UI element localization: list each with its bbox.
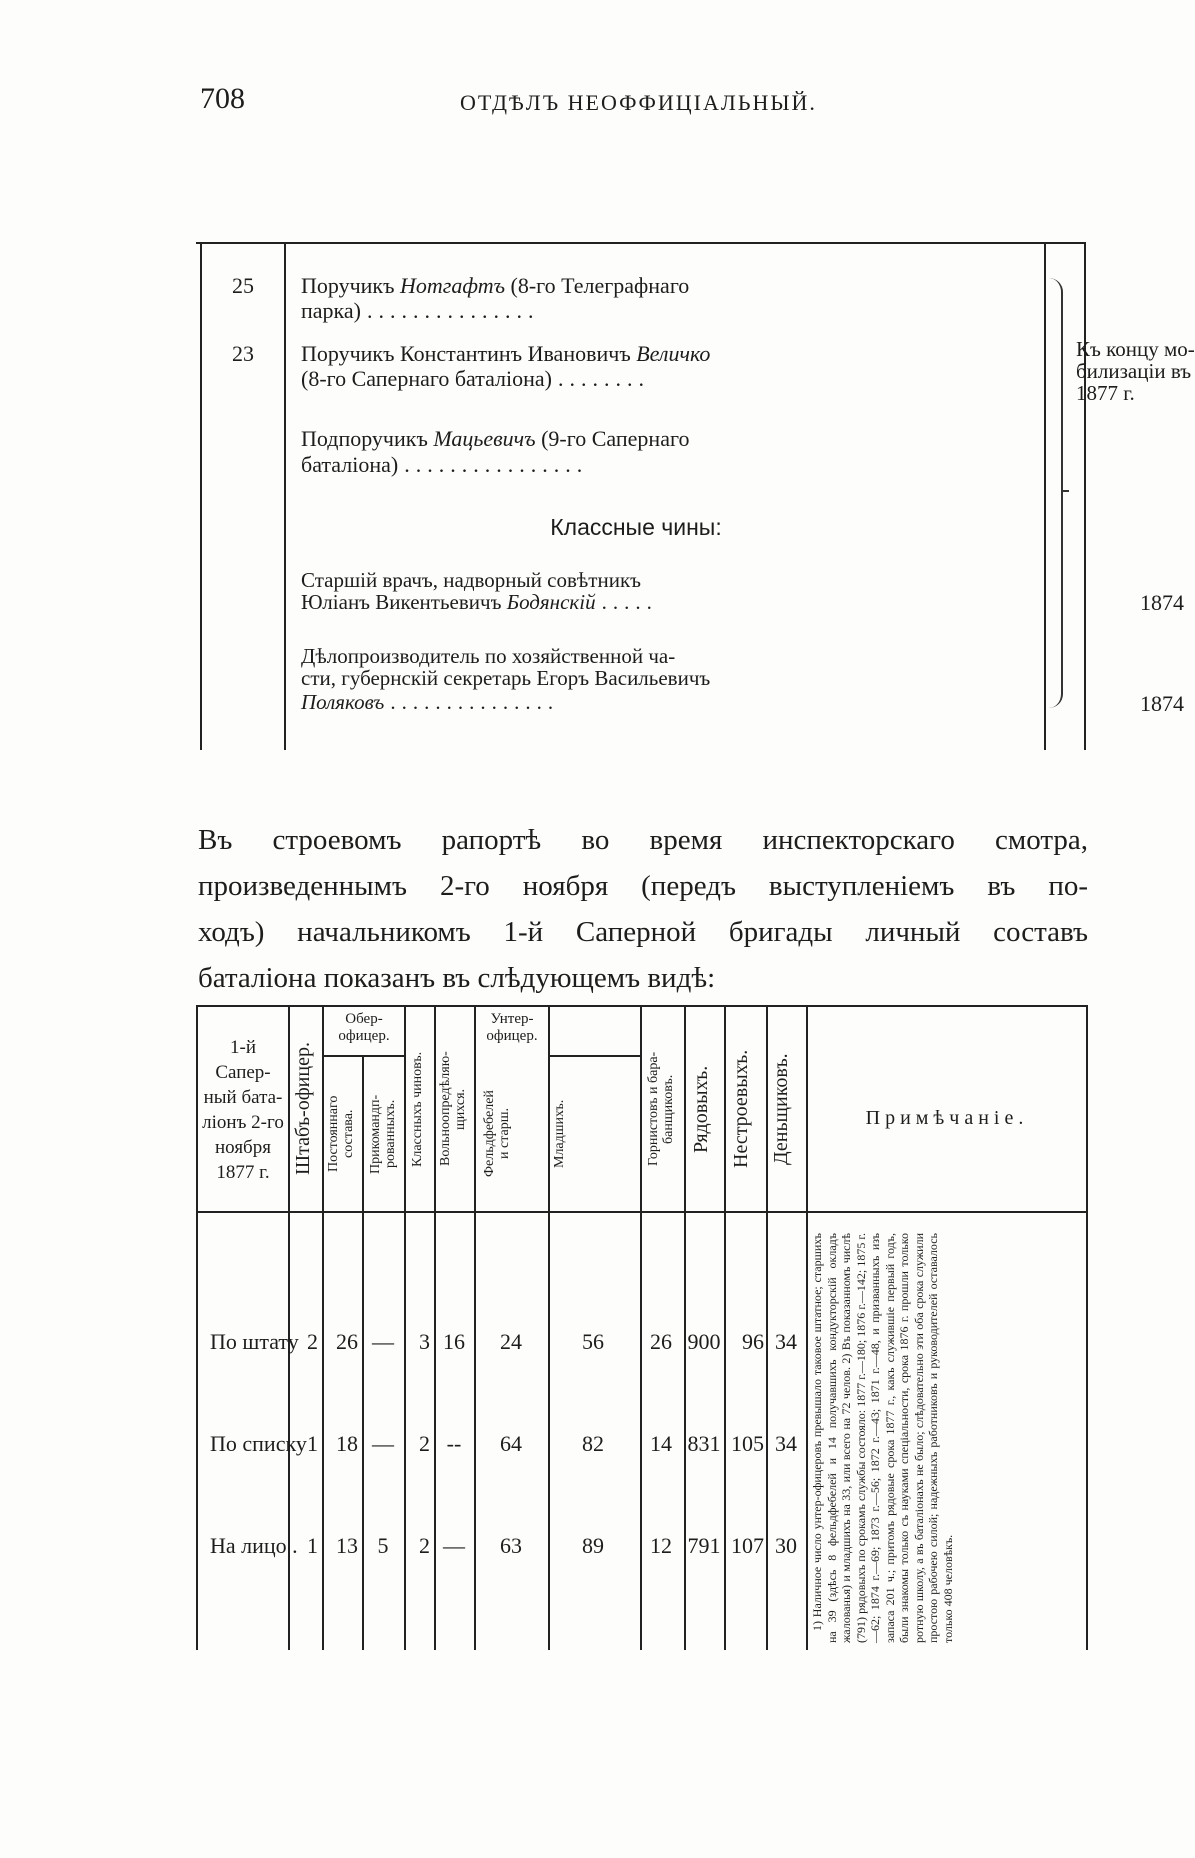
entry-number: 23 (232, 341, 254, 366)
cell-noncombat: 96 (742, 1329, 764, 1354)
entry-unit: (8-го Сапернаго баталіона) ........ (301, 366, 651, 391)
cell-privates: 791 (687, 1533, 721, 1558)
cell-junior: 89 (582, 1533, 604, 1558)
table-text-rule (1044, 242, 1046, 750)
col-header-batmen: Деньщиковъ. (770, 1053, 792, 1165)
entry-unit: баталіона) ................ (301, 452, 589, 477)
cell-junior: 82 (582, 1431, 604, 1456)
cell-permanent: 18 (336, 1431, 358, 1456)
col-header-feldwebels: Фельдфебелей и старш. (482, 1090, 512, 1178)
table-left-rule (200, 242, 202, 750)
cell-volunteer: -- (446, 1431, 462, 1456)
cell-staff: 1 (307, 1431, 318, 1456)
cell-staff: 2 (307, 1329, 318, 1354)
nco-group-rule (548, 1055, 640, 1057)
cell-batmen: 30 (775, 1533, 797, 1558)
row-label: На лицо . (210, 1533, 298, 1558)
class-entry-name: Юліанъ Викентьевичъ Бодянскій ..... (301, 590, 658, 614)
class-entry-title: сти, губернскій секретарь Егоръ Васильевичъ (301, 666, 711, 690)
corner-header: 1-й Сапер- ный бата- ліонъ 2-го ноября 1877 г. (202, 1037, 284, 1183)
cell-attached: — (372, 1329, 394, 1354)
col-header-note: Примѣчаніе. (865, 1107, 1029, 1129)
table-num-rule (284, 242, 286, 750)
cell-buglers: 26 (650, 1329, 672, 1354)
col-header-junior-nco: Младшихъ. (552, 1099, 567, 1169)
grouping-brace-tip (1061, 490, 1069, 492)
class-entry-year: 1874 (1140, 590, 1184, 615)
cell-feldwebel: 63 (500, 1533, 522, 1558)
cell-noncombat: 105 (731, 1431, 764, 1456)
cell-permanent: 13 (336, 1533, 358, 1558)
cell-volunteer: — (443, 1533, 465, 1558)
col-header-permanent: Постояннаго состава. (326, 1095, 356, 1173)
col-group-nco: Унтер- офицер. (486, 1011, 538, 1044)
entry-name: Подпоручикъ Мацьевичъ (9-го Сапернаго (301, 426, 690, 451)
cell-staff: 1 (307, 1533, 318, 1558)
entry-number: 25 (232, 273, 254, 298)
row-label: По списку (210, 1431, 307, 1456)
header-bottom-rule (196, 1211, 1088, 1213)
col-header-volunteers: Вольноопредѣляю- щихся. (438, 1051, 468, 1167)
table-right-rule (1084, 242, 1086, 750)
cell-class: 2 (419, 1431, 430, 1456)
cell-volunteer: 16 (443, 1329, 465, 1354)
cell-attached: 5 (377, 1533, 389, 1558)
running-head: ОТДѢЛЪ НЕОФФИЦІАЛЬНЫЙ. (460, 90, 817, 115)
col-header-staff-officers: Штабъ-офицер. (292, 1042, 314, 1176)
paragraph-line: Въ строевомъ рапортѣ во время инспекторскаго смотра, (198, 824, 1088, 856)
page-number: 708 (200, 82, 245, 115)
body-paragraph (198, 817, 1088, 1001)
col-header-privates: Рядовыхъ. (690, 1065, 712, 1153)
entry-unit: парка) ............... (301, 298, 540, 323)
paragraph-line: баталіона показанъ въ слѣдующемъ видѣ: (198, 962, 716, 994)
class-entry-title: Дѣлопроизводитель по хозяйственной ча- (301, 644, 676, 668)
brace-note: Къ концу мо- билизаціи въ 1877 г. (1076, 337, 1195, 405)
table-top-rule (196, 242, 1086, 244)
class-entry-title: Старшій врачъ, надворный совѣтникъ (301, 568, 641, 592)
entry-name: Поручикъ Константинъ Ивановичъ Величко (301, 341, 711, 366)
col-rule (196, 1005, 198, 1650)
cell-privates: 831 (687, 1431, 721, 1456)
col-header-noncombatants: Нестроевыхъ. (730, 1049, 752, 1169)
battalion-strength-table (196, 1005, 1088, 1650)
entry-name: Поручикъ Нотгафтъ (8-го Телеграфнаго (301, 273, 690, 298)
classes-heading: Классные чины: (550, 514, 722, 540)
cell-batmen: 34 (775, 1329, 797, 1354)
cell-junior: 56 (582, 1329, 604, 1354)
cell-permanent: 26 (336, 1329, 358, 1354)
col-header-buglers: Горнистовъ и бара- банщиковъ. (646, 1051, 676, 1167)
officers-table (196, 242, 1195, 750)
paragraph-line: произведеннымъ 2-го ноября (передъ выступленіемъ въ по- (198, 870, 1088, 902)
cell-batmen: 34 (775, 1431, 797, 1456)
col-group-ober-officers: Обер- офицер. (338, 1011, 390, 1044)
cell-buglers: 14 (650, 1431, 672, 1456)
col-rule (806, 1005, 808, 1650)
col-header-attached: Прикомандп- рованныхъ. (368, 1094, 398, 1174)
cell-buglers: 12 (650, 1533, 672, 1558)
cell-feldwebel: 64 (500, 1431, 522, 1456)
row-label: По штату (210, 1329, 299, 1354)
cell-feldwebel: 24 (500, 1329, 522, 1354)
cell-attached: — (372, 1431, 394, 1456)
class-entry-name: Поляковъ ............... (301, 690, 560, 714)
cell-privates: 900 (687, 1329, 721, 1354)
paragraph-line: ходъ) начальникомъ 1-й Саперной бригады личный составъ (198, 916, 1088, 948)
col-header-class-ranks: Классныхъ чиновъ. (410, 1051, 425, 1167)
cell-class: 3 (419, 1329, 430, 1354)
table-note: 1) Наличное число унтер-офицеровъ превышало таковое штатное; старшихъ на 39 (здѣсь 8 фельдфебелей и 14 получавшихъ кондукторскій окладъ жалованья) и младшихъ на 33, или всего на 72 челов. 2) Въ показанномъ числѣ (791) рядовыхъ по срокамъ службы состояло: 1877 г.—180; 1876 г.—142; 1875 г.—62; 1874 г.—69; 1873 г.—56; 1872 г.—43; 1871 г.—48, и призванныхъ изъ запаса 201 ч.; притомъ рядовые срока 1877 г., какъ служившіе первый годъ, были знакомы только съ науками спеціальности, срока 1876 г. прошли только ротную школу, а въ баталіонахъ не было; слѣдовательно эти оба срока служили простою рабочею силой; надежныхъ работниковъ и руководителей оставалось только 408 человѣкъ. (810, 1233, 955, 1643)
cell-class: 2 (419, 1533, 430, 1558)
grouping-brace (1049, 278, 1063, 708)
class-entry-year: 1874 (1140, 691, 1184, 716)
col-rule (1086, 1005, 1088, 1650)
cell-noncombat: 107 (731, 1533, 764, 1558)
table-top-rule (196, 1005, 1088, 1007)
